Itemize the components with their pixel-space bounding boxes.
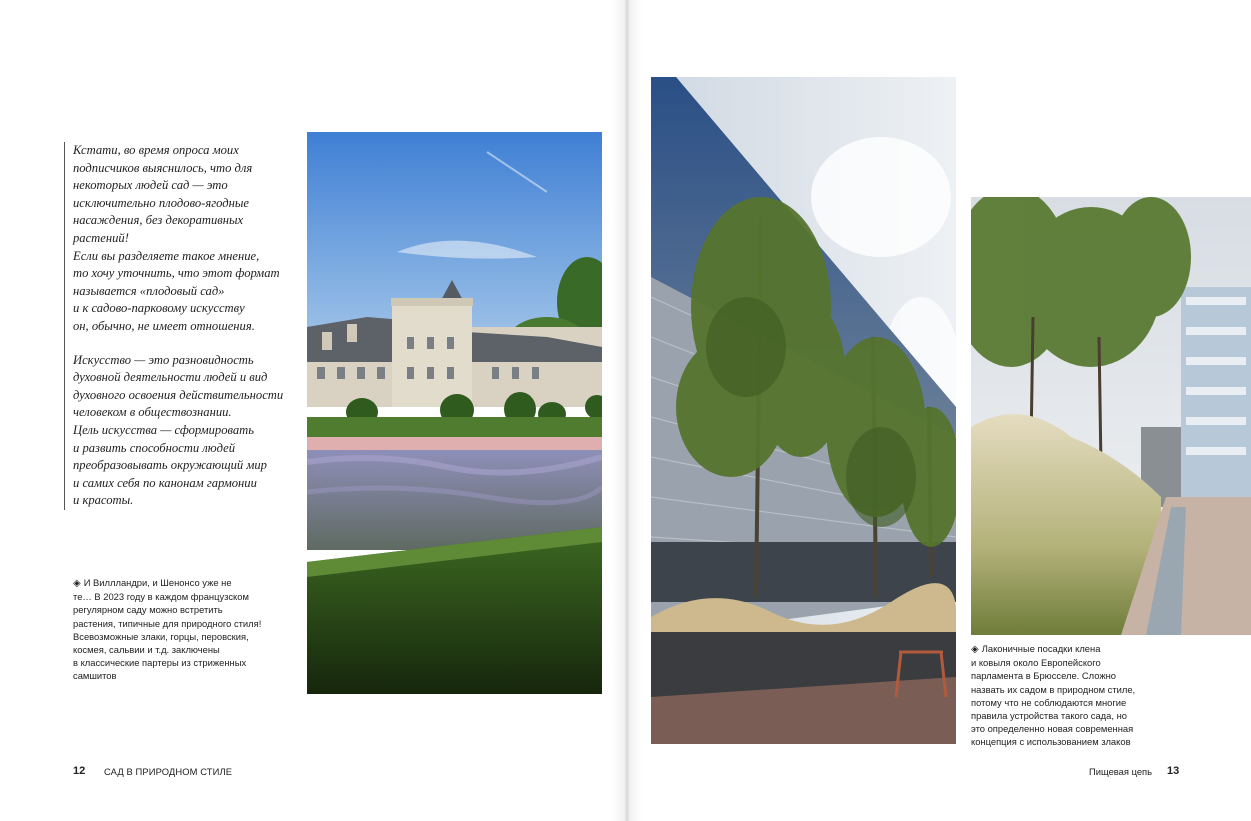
diamond-bullet-icon: ◈ bbox=[73, 578, 81, 589]
quote-paragraph-1: Кстати, во время опроса моих подписчиков выяснилось, что для некоторых людей сад — это исключительно плодово-ягодные насаждения, без декоративных растений! Если вы разделяете такое мнение, то хочу уточнить, что этот формат называется «плодовый сад» и к садово-парковому искусству он, обычно, не имеет отношения. bbox=[73, 143, 280, 333]
stipa-grass-photo bbox=[971, 197, 1251, 635]
parliament-caption-text: Лаконичные посадки клена и ковыля около Европейского парламента в Брюсселе. Сложно назвать их садом в природном стиле, потому что не соблюдаются многие правила устройства такого сада, но это определенно новая современная концепция с использованием злаков bbox=[971, 643, 1136, 748]
parliament-photo-caption bbox=[971, 642, 1151, 749]
running-title-left: САД В ПРИРОДНОМ СТИЛЕ bbox=[104, 766, 233, 777]
quote-paragraph-2: Искусство — это разновидность духовной деятельности людей и вид духовного освоения действительности человеком в обществознании. Цель искусства — сформировать и развить способности людей преобразовывать окружающий мир и самих себя по канонам гармонии и красоты. bbox=[73, 352, 284, 508]
page-number-left: 12 bbox=[73, 765, 86, 777]
castle-photo-caption bbox=[73, 576, 273, 683]
italic-quote-block bbox=[64, 142, 301, 510]
diamond-bullet-icon: ◈ bbox=[971, 644, 979, 655]
castle-caption-text: И Виллландри, и Шенонсо уже не те… В 2023 году в каждом французском регулярном саду можно встретить растения, типичные для природного стиля! Всевозможные злаки, горцы, перовския, космея, сальвии и т.д. заключены в классические партеры из стриженных самшитов bbox=[73, 577, 262, 682]
parliament-maple-photo bbox=[651, 77, 956, 744]
page-number-right: 13 bbox=[1167, 765, 1180, 777]
running-title-right: Пищевая цепь bbox=[1089, 766, 1153, 777]
castle-garden-photo bbox=[307, 132, 602, 694]
